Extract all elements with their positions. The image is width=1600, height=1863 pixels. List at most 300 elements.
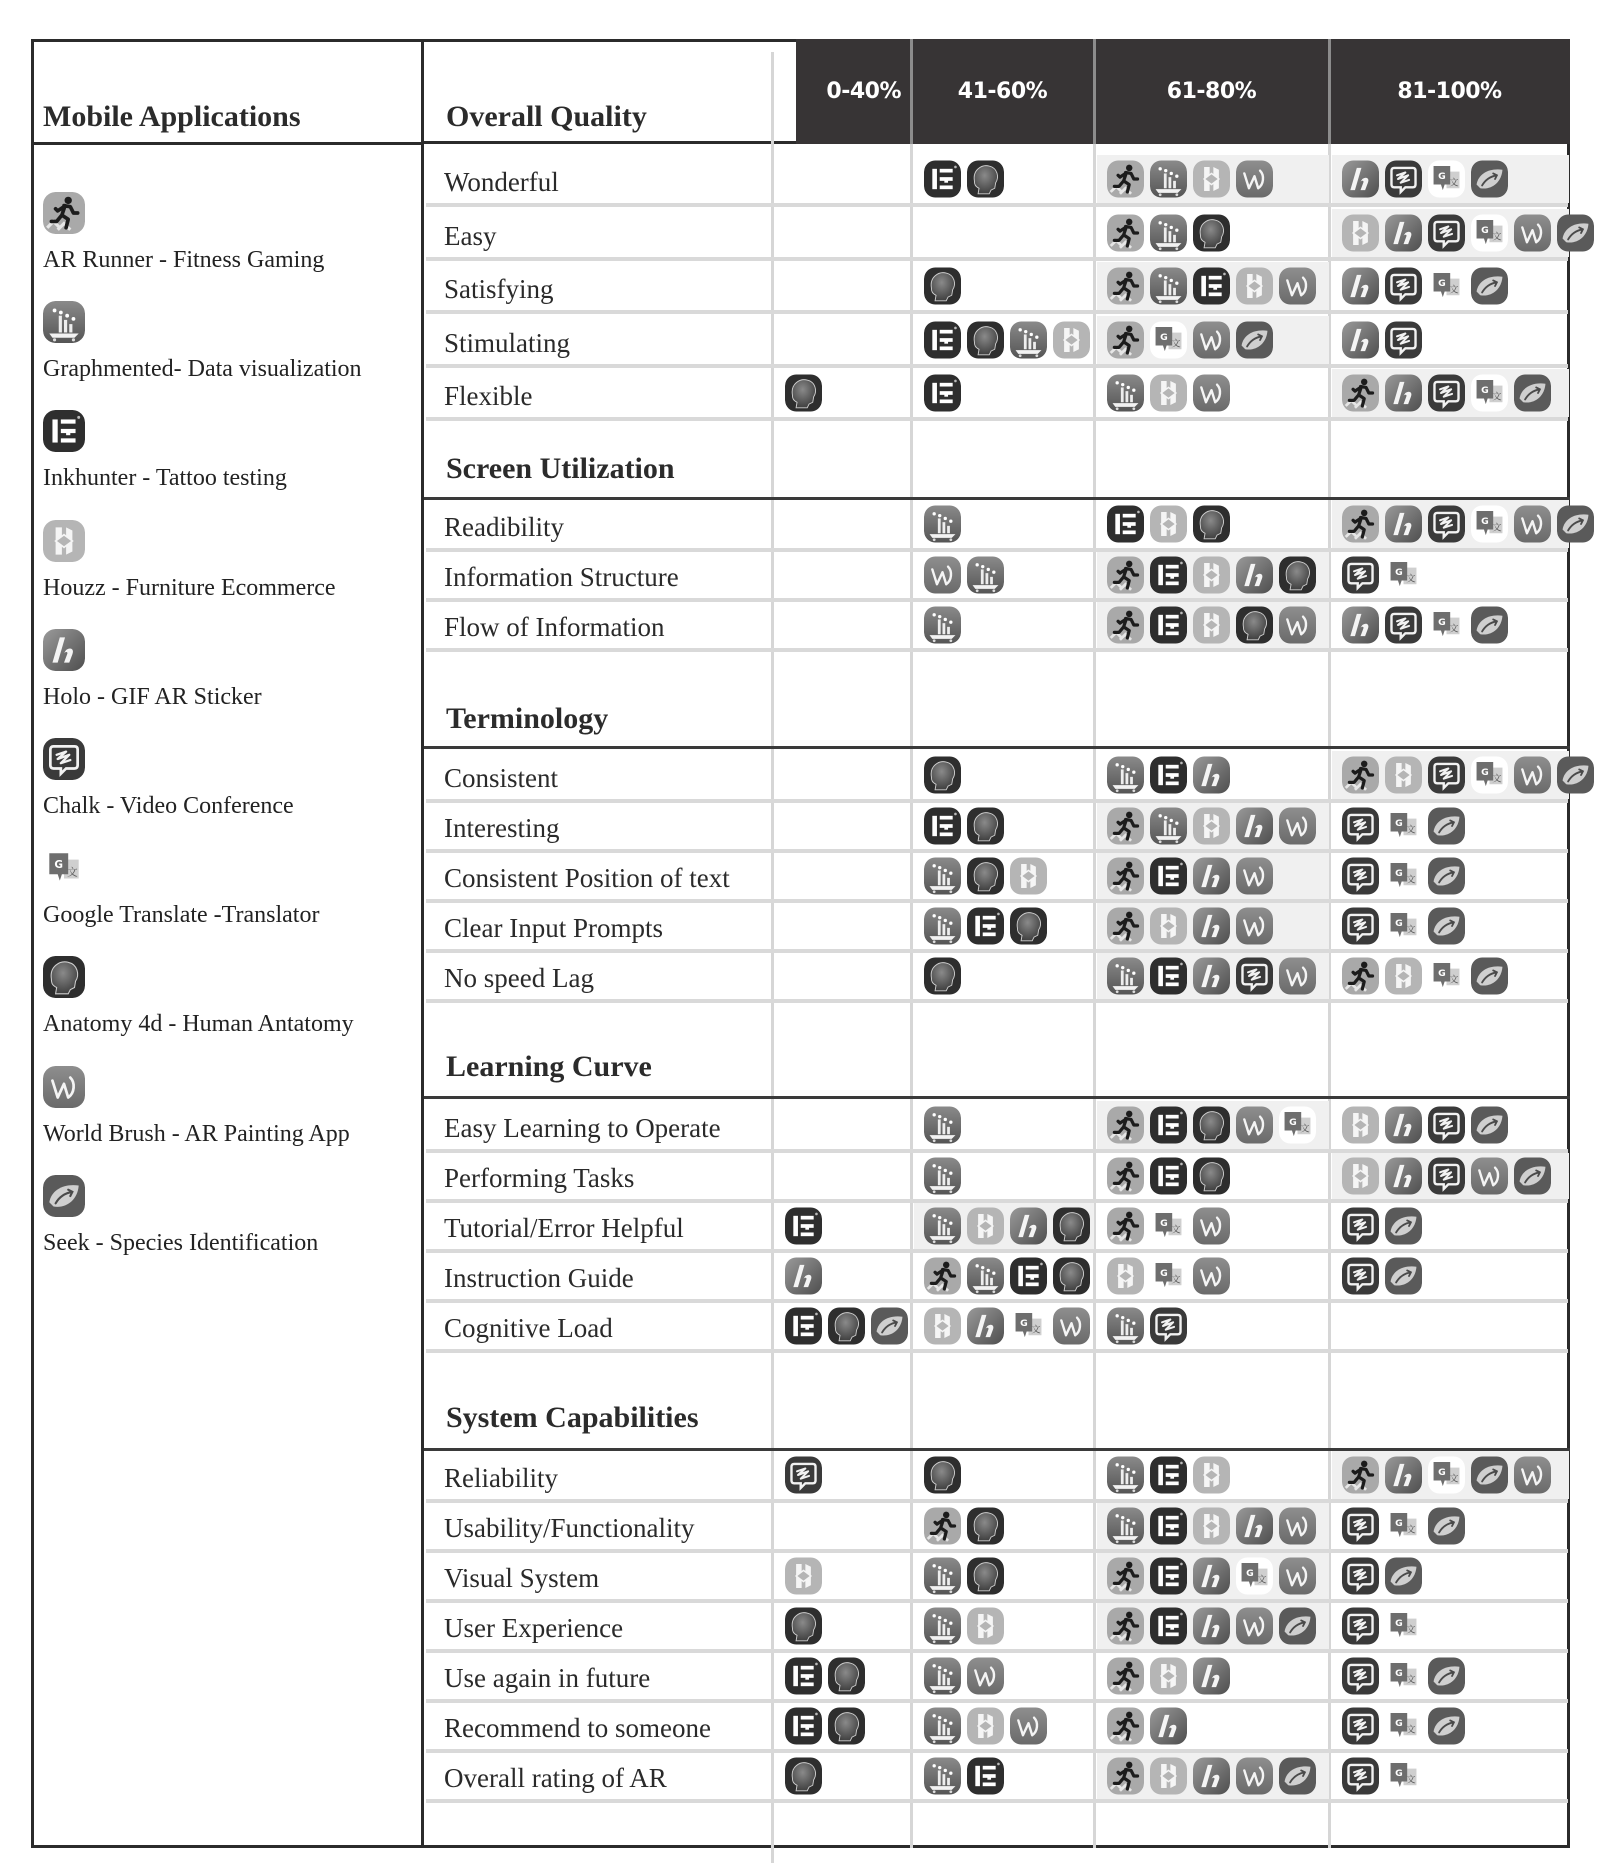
world-brush-icon xyxy=(43,1066,85,1108)
rating-cell xyxy=(1097,1451,1329,1499)
seek-icon xyxy=(1557,505,1594,543)
inkhunter-icon xyxy=(924,374,961,412)
section-title: Terminology xyxy=(446,702,609,735)
rating-cell xyxy=(775,1703,911,1749)
world-brush-icon xyxy=(1279,267,1316,305)
svg-text:G: G xyxy=(1395,1768,1403,1779)
anatomy-icon xyxy=(1193,505,1230,543)
rating-cell xyxy=(775,316,911,364)
holo-icon xyxy=(1342,160,1379,198)
holo-icon xyxy=(1193,1557,1230,1595)
chalk-icon xyxy=(1428,214,1465,252)
inkhunter-icon xyxy=(967,1757,1004,1795)
rating-cell xyxy=(775,262,911,310)
google-translate-icon xyxy=(1150,1257,1187,1295)
world-brush-icon xyxy=(1279,1507,1316,1545)
graph-icon xyxy=(1107,957,1144,995)
chalk-icon xyxy=(1342,1507,1379,1545)
legend-item-houzz xyxy=(43,520,336,602)
svg-text:G: G xyxy=(1438,171,1446,182)
world-brush-icon xyxy=(1514,505,1551,543)
rating-cell xyxy=(914,155,1094,203)
criterion-label: Recommend to someone xyxy=(444,1713,711,1743)
criterion-label: Flexible xyxy=(444,381,533,411)
rating-cell xyxy=(1097,1653,1329,1699)
runner-icon xyxy=(1107,1757,1144,1795)
rating-cell xyxy=(1332,369,1569,417)
houzz-icon xyxy=(1385,957,1422,995)
inkhunter-icon xyxy=(1150,1607,1187,1645)
holo-icon xyxy=(1150,1707,1187,1745)
svg-text:文: 文 xyxy=(67,866,78,879)
rating-cell xyxy=(775,209,911,257)
graph-icon xyxy=(1150,807,1187,845)
rating-cell xyxy=(775,1603,911,1649)
grid-line xyxy=(771,52,774,1863)
holo-icon xyxy=(1236,1507,1273,1545)
google-translate-icon xyxy=(1385,1757,1422,1795)
world-brush-icon xyxy=(1236,1106,1273,1144)
holo-icon xyxy=(1236,556,1273,594)
holo-icon xyxy=(43,629,85,671)
svg-text:G: G xyxy=(1020,1318,1028,1329)
google-translate-icon xyxy=(43,847,85,889)
chalk-icon xyxy=(1385,160,1422,198)
criterion-label: Cognitive Load xyxy=(444,1313,613,1343)
rating-cell xyxy=(1097,1153,1329,1199)
rating-cell xyxy=(1332,903,1569,949)
rating-cell xyxy=(1097,1753,1329,1799)
rating-cell xyxy=(914,1303,1094,1349)
world-brush-icon xyxy=(924,556,961,594)
google-translate-icon xyxy=(1150,321,1187,359)
rating-cell xyxy=(914,500,1094,548)
rating-cell xyxy=(775,853,911,899)
houzz-icon xyxy=(1193,606,1230,644)
section-title: System Capabilities xyxy=(446,1401,699,1434)
houzz-icon xyxy=(1385,756,1422,794)
graph-icon xyxy=(1150,267,1187,305)
google-translate-icon xyxy=(1385,1657,1422,1695)
holo-icon xyxy=(1193,957,1230,995)
world-brush-icon xyxy=(1279,1557,1316,1595)
criterion-label: Tutorial/Error Helpful xyxy=(444,1213,684,1243)
legend-label: Chalk - Video Conference xyxy=(43,793,294,819)
graph-icon xyxy=(1150,160,1187,198)
rating-cell xyxy=(775,803,911,849)
runner-icon xyxy=(1107,1607,1144,1645)
legend-item-seek xyxy=(43,1175,318,1257)
svg-text:文: 文 xyxy=(1406,1724,1416,1736)
houzz-icon xyxy=(967,1607,1004,1645)
rating-cell xyxy=(1332,1303,1569,1349)
graph-icon xyxy=(1107,374,1144,412)
svg-text:文: 文 xyxy=(1449,623,1459,635)
legend-item-wbrush xyxy=(43,1066,350,1148)
graph-icon xyxy=(1107,1507,1144,1545)
chalk-icon xyxy=(785,1456,822,1494)
rating-cell xyxy=(775,1553,911,1599)
legend-label: Graphmented- Data visualization xyxy=(43,356,362,383)
holo-icon xyxy=(1342,267,1379,305)
rating-cell xyxy=(1097,903,1329,949)
runner-icon xyxy=(1107,1707,1144,1745)
svg-text:文: 文 xyxy=(1171,338,1181,350)
seek-icon xyxy=(871,1307,908,1345)
inkhunter-icon xyxy=(1150,1106,1187,1144)
rating-cell xyxy=(914,803,1094,849)
rating-cell xyxy=(775,155,911,203)
rating-cell xyxy=(775,1303,911,1349)
seek-icon xyxy=(1428,807,1465,845)
section-title: Learning Curve xyxy=(446,1050,652,1083)
svg-text:G: G xyxy=(1438,278,1446,289)
runner-icon xyxy=(43,192,85,234)
criterion-label: Information Structure xyxy=(444,562,679,592)
seek-icon xyxy=(1471,606,1508,644)
rating-cell xyxy=(914,1153,1094,1199)
row-divider xyxy=(426,203,1568,207)
inkhunter-icon xyxy=(924,321,961,359)
inkhunter-icon xyxy=(1193,267,1230,305)
seek-icon xyxy=(1279,1757,1316,1795)
criterion-label: Instruction Guide xyxy=(444,1263,634,1293)
svg-text:文: 文 xyxy=(1492,773,1502,785)
runner-icon xyxy=(1107,606,1144,644)
holo-icon xyxy=(1193,1607,1230,1645)
google-translate-icon xyxy=(1428,957,1465,995)
rating-cell xyxy=(775,552,911,598)
rating-cell xyxy=(914,209,1094,257)
criterion-label: Readibility xyxy=(444,512,564,542)
svg-text:文: 文 xyxy=(1171,1274,1181,1286)
google-translate-icon xyxy=(1428,160,1465,198)
seek-icon xyxy=(1514,374,1551,412)
seek-icon xyxy=(43,1175,85,1217)
legend-label: Inkhunter - Tattoo testing xyxy=(43,465,287,492)
rating-cell xyxy=(1097,1503,1329,1549)
holo-icon xyxy=(1193,907,1230,945)
world-brush-icon xyxy=(967,1657,1004,1695)
chalk-icon xyxy=(1385,267,1422,305)
google-translate-icon xyxy=(1385,1607,1422,1645)
graph-icon xyxy=(967,1257,1004,1295)
row-divider xyxy=(426,310,1568,314)
google-translate-icon xyxy=(1385,907,1422,945)
rating-cell xyxy=(914,552,1094,598)
chalk-icon xyxy=(1236,957,1273,995)
rating-cell xyxy=(1097,316,1329,364)
chalk-icon xyxy=(1342,1257,1379,1295)
world-brush-icon xyxy=(1236,907,1273,945)
houzz-icon xyxy=(1193,807,1230,845)
rating-cell xyxy=(1097,500,1329,548)
rating-cell xyxy=(1332,1101,1569,1149)
rating-cell xyxy=(1097,1101,1329,1149)
rating-cell xyxy=(914,853,1094,899)
inkhunter-icon xyxy=(1150,1157,1187,1195)
inkhunter-icon xyxy=(785,1207,822,1245)
svg-text:文: 文 xyxy=(1492,231,1502,243)
rating-cell xyxy=(1332,1653,1569,1699)
svg-text:G: G xyxy=(1160,1268,1168,1279)
seek-icon xyxy=(1471,1106,1508,1144)
graph-icon xyxy=(1107,1307,1144,1345)
runner-icon xyxy=(1107,907,1144,945)
seek-icon xyxy=(1385,1557,1422,1595)
google-translate-icon xyxy=(1428,267,1465,305)
rating-cell xyxy=(775,500,911,548)
graph-icon xyxy=(924,1607,961,1645)
row-divider xyxy=(426,999,1568,1003)
divider-left-header xyxy=(31,142,424,145)
mobile-applications-heading: Mobile Applications xyxy=(43,100,301,133)
rating-cell xyxy=(1332,552,1569,598)
rating-cell xyxy=(914,903,1094,949)
chalk-icon xyxy=(1428,374,1465,412)
rating-cell xyxy=(775,751,911,799)
criterion-label: Performing Tasks xyxy=(444,1163,635,1193)
rating-cell xyxy=(775,1101,911,1149)
graph-icon xyxy=(924,1657,961,1695)
houzz-icon xyxy=(1193,1456,1230,1494)
houzz-icon xyxy=(1236,267,1273,305)
world-brush-icon xyxy=(1236,1607,1273,1645)
world-brush-icon xyxy=(1193,1257,1230,1295)
rating-cell xyxy=(1332,1451,1569,1499)
rating-cell xyxy=(1332,602,1569,648)
section-title: Screen Utilization xyxy=(446,452,675,485)
anatomy-icon xyxy=(828,1307,865,1345)
holo-icon xyxy=(1385,374,1422,412)
svg-text:G: G xyxy=(1395,1618,1403,1629)
rating-cell xyxy=(1097,1603,1329,1649)
anatomy-icon xyxy=(1236,606,1273,644)
criterion-label: User Experience xyxy=(444,1613,624,1643)
row-divider xyxy=(426,1799,1568,1803)
svg-text:G: G xyxy=(1481,516,1489,527)
svg-text:G: G xyxy=(1160,332,1168,343)
graph-icon xyxy=(924,1757,961,1795)
google-translate-icon xyxy=(1385,857,1422,895)
rating-cell xyxy=(914,1753,1094,1799)
svg-text:文: 文 xyxy=(1406,924,1416,936)
rating-cell xyxy=(914,1451,1094,1499)
rating-cell xyxy=(775,1253,911,1299)
inkhunter-icon xyxy=(785,1657,822,1695)
legend-item-runner xyxy=(43,192,324,274)
rating-cell xyxy=(1332,1503,1569,1549)
holo-icon xyxy=(1385,1456,1422,1494)
world-brush-icon xyxy=(1471,1157,1508,1195)
google-translate-icon xyxy=(1385,1507,1422,1545)
graph-icon xyxy=(924,1557,961,1595)
svg-text:文: 文 xyxy=(1406,874,1416,886)
inkhunter-icon xyxy=(924,807,961,845)
rating-cell xyxy=(914,1553,1094,1599)
rating-cell xyxy=(775,1653,911,1699)
holo-icon xyxy=(1193,1757,1230,1795)
legend-item-graph xyxy=(43,301,362,383)
holo-icon xyxy=(1193,756,1230,794)
graph-icon xyxy=(924,505,961,543)
svg-text:G: G xyxy=(1395,1668,1403,1679)
rating-cell xyxy=(1097,262,1329,310)
runner-icon xyxy=(924,1257,961,1295)
rating-cell xyxy=(1332,1253,1569,1299)
rating-cell xyxy=(1097,552,1329,598)
anatomy-icon xyxy=(1010,907,1047,945)
runner-icon xyxy=(1107,1207,1144,1245)
rating-cell xyxy=(1332,953,1569,999)
holo-icon xyxy=(1193,857,1230,895)
anatomy-icon xyxy=(43,956,85,998)
chalk-icon xyxy=(1428,1106,1465,1144)
rating-cell xyxy=(914,369,1094,417)
inkhunter-icon xyxy=(1150,606,1187,644)
inkhunter-icon xyxy=(1150,857,1187,895)
runner-icon xyxy=(1342,1456,1379,1494)
chalk-icon xyxy=(1428,756,1465,794)
anatomy-icon xyxy=(1053,1207,1090,1245)
runner-icon xyxy=(1342,505,1379,543)
world-brush-icon xyxy=(1514,214,1551,252)
rating-cell xyxy=(1332,209,1569,257)
houzz-icon xyxy=(1193,1507,1230,1545)
criterion-label: Reliability xyxy=(444,1463,558,1493)
runner-icon xyxy=(924,1507,961,1545)
world-brush-icon xyxy=(1279,807,1316,845)
svg-text:文: 文 xyxy=(1406,573,1416,585)
graph-icon xyxy=(924,1106,961,1144)
legend-label: Houzz - Furniture Ecommerce xyxy=(43,574,336,601)
svg-text:G: G xyxy=(1246,1568,1254,1579)
section-title: Overall Quality xyxy=(446,100,647,133)
graph-icon xyxy=(924,857,961,895)
anatomy-icon xyxy=(828,1657,865,1695)
anatomy-icon xyxy=(1193,1157,1230,1195)
rating-cell xyxy=(1097,155,1329,203)
rating-cell xyxy=(1097,602,1329,648)
holo-icon xyxy=(1342,606,1379,644)
svg-text:G: G xyxy=(1481,385,1489,396)
inkhunter-icon xyxy=(1150,756,1187,794)
rating-cell xyxy=(1332,1553,1569,1599)
chalk-icon xyxy=(1342,1207,1379,1245)
row-divider xyxy=(426,648,1568,652)
rating-cell xyxy=(1097,953,1329,999)
holo-icon xyxy=(967,1307,1004,1345)
houzz-icon xyxy=(1150,374,1187,412)
anatomy-icon xyxy=(785,1607,822,1645)
header-divider xyxy=(910,39,913,144)
rating-cell xyxy=(914,953,1094,999)
inkhunter-icon xyxy=(1107,505,1144,543)
google-translate-icon xyxy=(1471,374,1508,412)
anatomy-icon xyxy=(924,756,961,794)
criterion-label: Wonderful xyxy=(444,167,559,197)
graph-icon xyxy=(43,301,85,343)
legend-label: Google Translate -Translator xyxy=(43,902,320,929)
inkhunter-icon xyxy=(1150,1456,1187,1494)
rating-cell xyxy=(1097,1303,1329,1349)
runner-icon xyxy=(1107,857,1144,895)
rating-cell xyxy=(775,1203,911,1249)
column-header-41-60: 41-60% xyxy=(957,79,1048,104)
criterion-label: Consistent xyxy=(444,763,559,793)
google-translate-icon xyxy=(1385,1707,1422,1745)
world-brush-icon xyxy=(1193,1207,1230,1245)
world-brush-icon xyxy=(1236,857,1273,895)
seek-icon xyxy=(1557,756,1594,794)
rating-cell xyxy=(1332,1753,1569,1799)
holo-icon xyxy=(785,1257,822,1295)
seek-icon xyxy=(1428,1657,1465,1695)
rating-cell xyxy=(1332,1603,1569,1649)
google-translate-icon xyxy=(1236,1557,1273,1595)
houzz-icon xyxy=(1150,1657,1187,1695)
runner-icon xyxy=(1342,374,1379,412)
rating-cell xyxy=(914,316,1094,364)
criterion-label: Use again in future xyxy=(444,1663,651,1693)
inkhunter-icon xyxy=(924,160,961,198)
rating-cell xyxy=(775,1753,911,1799)
rating-cell xyxy=(1097,803,1329,849)
svg-text:文: 文 xyxy=(1406,1774,1416,1786)
google-translate-icon xyxy=(1279,1106,1316,1144)
section-divider xyxy=(424,746,1570,749)
houzz-icon xyxy=(1107,1257,1144,1295)
rating-cell xyxy=(1097,1253,1329,1299)
houzz-icon xyxy=(1342,214,1379,252)
svg-text:文: 文 xyxy=(1031,1324,1041,1336)
svg-text:G: G xyxy=(1481,225,1489,236)
rating-cell xyxy=(775,602,911,648)
chalk-icon xyxy=(43,738,85,780)
anatomy-icon xyxy=(967,321,1004,359)
svg-text:G: G xyxy=(1395,818,1403,829)
criterion-label: Visual System xyxy=(444,1563,600,1593)
legend-item-holo xyxy=(43,629,262,711)
google-translate-icon xyxy=(1471,214,1508,252)
seek-icon xyxy=(1236,321,1273,359)
chalk-icon xyxy=(1342,1557,1379,1595)
column-header-61-80: 61-80% xyxy=(1166,79,1257,104)
google-translate-icon xyxy=(1471,756,1508,794)
holo-icon xyxy=(1010,1207,1047,1245)
holo-icon xyxy=(1385,214,1422,252)
seek-icon xyxy=(1428,1507,1465,1545)
criterion-label: Satisfying xyxy=(444,274,554,304)
rating-cell xyxy=(914,1703,1094,1749)
holo-icon xyxy=(1385,505,1422,543)
holo-icon xyxy=(1236,807,1273,845)
chalk-icon xyxy=(1342,807,1379,845)
world-brush-icon xyxy=(1279,606,1316,644)
houzz-icon xyxy=(43,520,85,562)
criterion-label: Easy xyxy=(444,221,497,251)
google-translate-icon xyxy=(1385,807,1422,845)
anatomy-icon xyxy=(924,267,961,305)
row-divider xyxy=(426,257,1568,261)
graph-icon xyxy=(924,606,961,644)
seek-icon xyxy=(1471,160,1508,198)
seek-icon xyxy=(1428,1707,1465,1745)
graph-icon xyxy=(1107,756,1144,794)
rating-cell xyxy=(1332,751,1569,799)
anatomy-icon xyxy=(967,807,1004,845)
rating-cell xyxy=(914,1603,1094,1649)
